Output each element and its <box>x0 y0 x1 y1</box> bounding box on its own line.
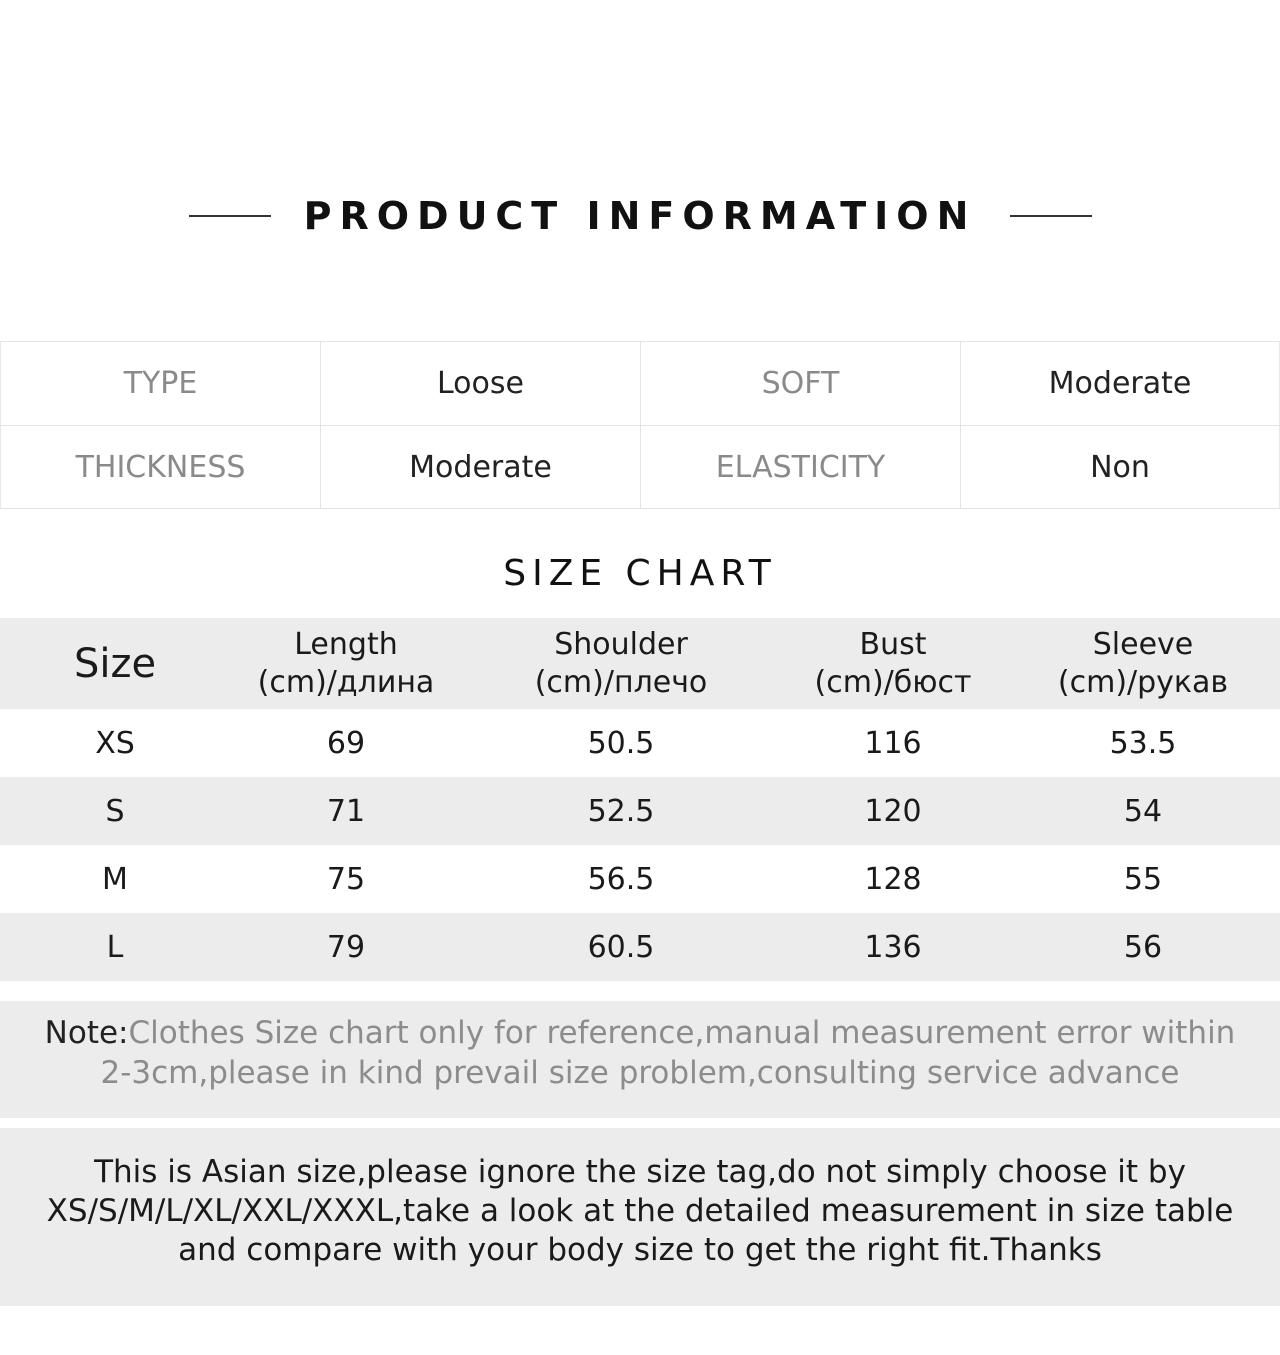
product-attributes-table <box>0 341 1280 509</box>
cell-length: 75 <box>326 861 366 897</box>
header-length-label: Length <box>294 626 398 662</box>
attribute-key-type: TYPE <box>0 342 320 425</box>
cell-size: L <box>106 929 124 965</box>
table-row <box>0 913 1280 981</box>
header-shoulder-label: Shoulder <box>554 626 688 662</box>
size-chart-header-row <box>0 618 1280 709</box>
cell-shoulder: 60.5 <box>587 929 655 965</box>
asian-size-notice-text: This is Asian size,please ignore the size tag,do not simply choose it by XS/S/M/L/XL/XXL/XXXL,take a look at the detailed measurement in size table and compare with your body size to get the right fit.Thanks <box>46 1154 1234 1268</box>
attribute-value-type: Loose <box>320 342 640 425</box>
table-row <box>0 709 1280 777</box>
header-bust-label: Bust <box>859 626 927 662</box>
attribute-value-elasticity: Non <box>960 426 1280 509</box>
attribute-key-elasticity: ELASTICITY <box>640 426 960 509</box>
asian-size-notice <box>0 1128 1280 1306</box>
header-bust <box>780 618 1006 709</box>
cell-sleeve: 56 <box>1123 929 1163 965</box>
cell-size: M <box>102 861 128 897</box>
cell-sleeve: 54 <box>1123 793 1163 829</box>
header-sleeve-unit: (cm)/рукав <box>1057 664 1229 700</box>
attribute-row <box>0 425 1280 509</box>
attribute-row <box>0 342 1280 425</box>
table-row <box>0 845 1280 913</box>
cell-length: 79 <box>326 929 366 965</box>
cell-sleeve: 55 <box>1123 861 1163 897</box>
attribute-key-thickness: THICKNESS <box>0 426 320 509</box>
attribute-value-thickness: Moderate <box>320 426 640 509</box>
header-length-unit: (cm)/длина <box>257 664 435 700</box>
title-rule-right <box>1010 215 1092 217</box>
cell-size: XS <box>95 725 135 761</box>
header-bust-unit: (cm)/бюст <box>814 664 972 700</box>
measurement-note <box>0 1001 1280 1118</box>
product-information-heading <box>0 188 1280 244</box>
cell-length: 69 <box>326 725 366 761</box>
cell-shoulder: 50.5 <box>587 725 655 761</box>
cell-shoulder: 52.5 <box>587 793 655 829</box>
header-size-label: Size <box>73 640 157 687</box>
page-title: PRODUCT INFORMATION <box>303 194 977 238</box>
header-sleeve-label: Sleeve <box>1092 626 1194 662</box>
note-text: Clothes Size chart only for reference,manual measurement error within 2-3cm,please in kind prevail size problem,consulting service advance <box>100 1015 1236 1091</box>
attribute-value-soft: Moderate <box>960 342 1280 425</box>
cell-bust: 120 <box>864 793 922 829</box>
note-label: Note: <box>44 1015 129 1051</box>
attribute-key-soft: SOFT <box>640 342 960 425</box>
cell-shoulder: 56.5 <box>587 861 655 897</box>
cell-bust: 128 <box>864 861 922 897</box>
header-length <box>230 618 462 709</box>
header-shoulder-unit: (cm)/плечо <box>534 664 708 700</box>
size-chart-table <box>0 618 1280 981</box>
cell-size: S <box>105 793 125 829</box>
table-row <box>0 777 1280 845</box>
cell-length: 71 <box>326 793 366 829</box>
header-size <box>0 618 230 709</box>
header-shoulder <box>462 618 780 709</box>
size-chart-title: SIZE CHART <box>503 553 777 594</box>
cell-bust: 116 <box>864 725 922 761</box>
header-sleeve <box>1006 618 1280 709</box>
cell-bust: 136 <box>864 929 922 965</box>
cell-sleeve: 53.5 <box>1109 725 1177 761</box>
